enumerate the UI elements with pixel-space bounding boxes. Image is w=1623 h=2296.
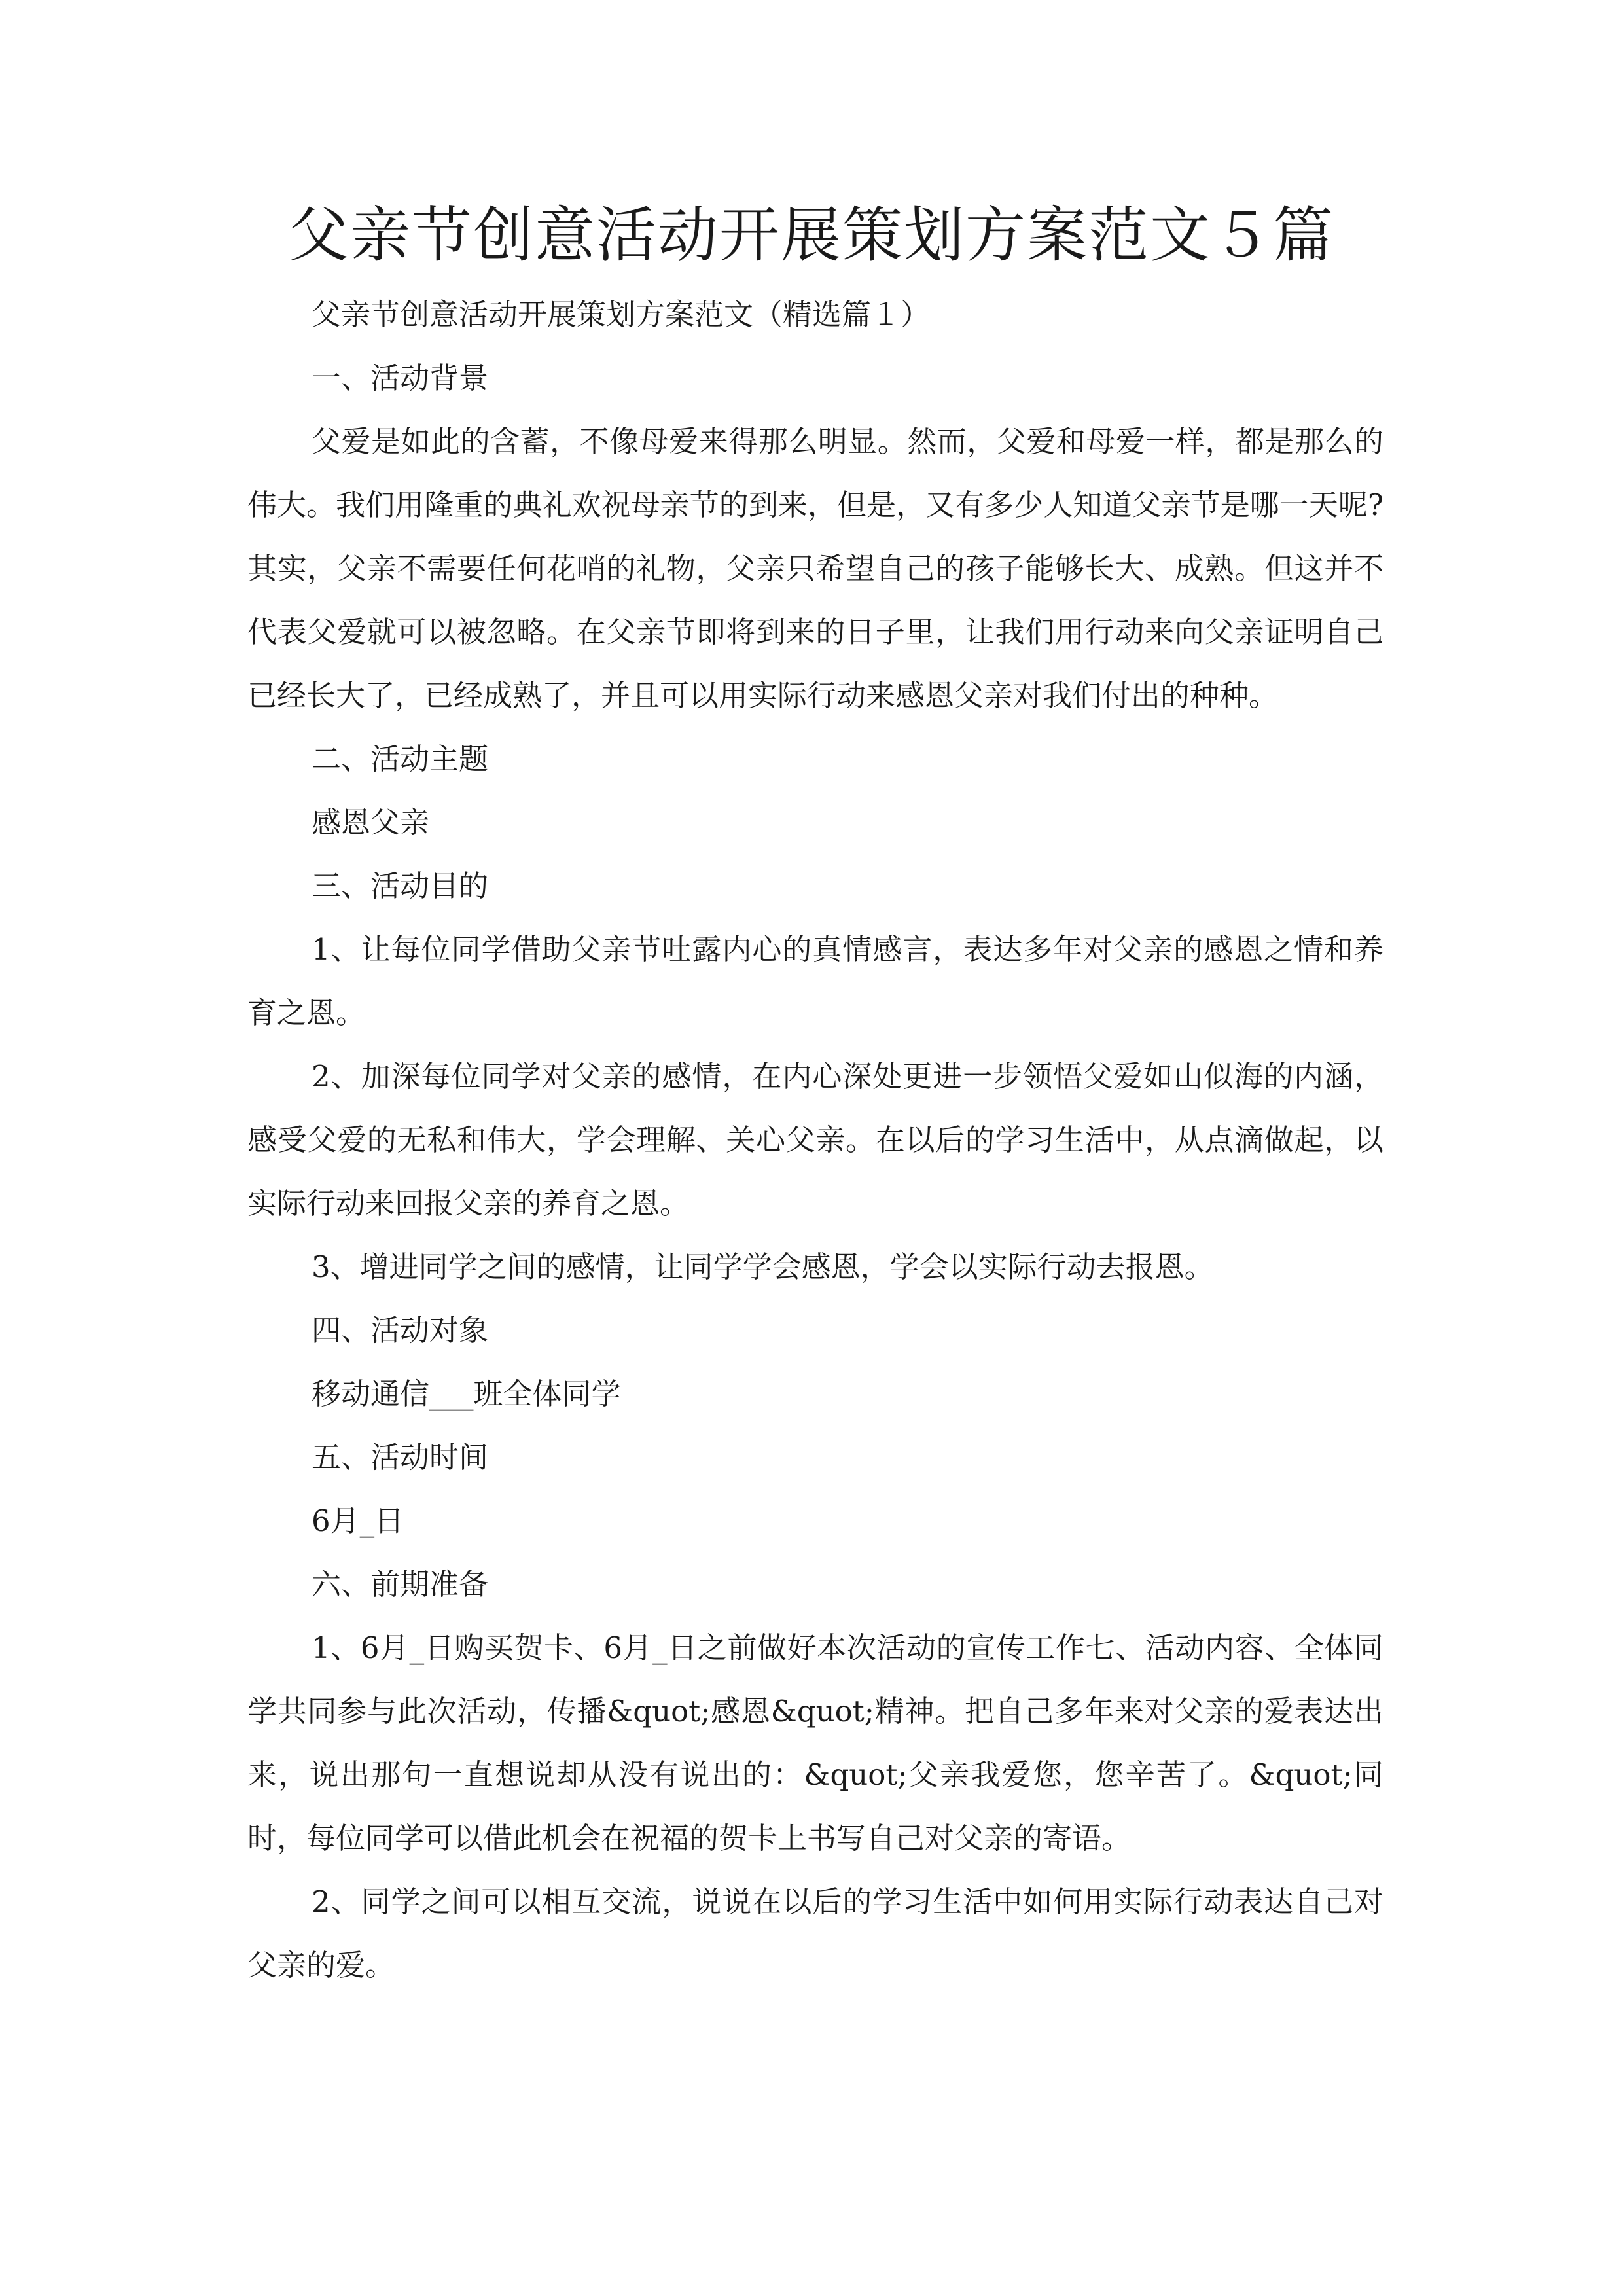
section-subtitle: 父亲节创意活动开展策划方案范文（精选篇１） — [312, 297, 931, 332]
paragraph-theme: 感恩父亲 — [312, 805, 430, 840]
heading-purpose: 三、活动目的 — [312, 869, 489, 903]
paragraph-preparation-2: 2、同学之间可以相互交流，说说在以后的学习生活中如何用实际行动表达自己对父亲的爱。 — [247, 1884, 1383, 1982]
document-title: 父亲节创意活动开展策划方案范文５篇 — [288, 200, 1334, 270]
paragraph-purpose-2: 2、加深每位同学对父亲的感情，在内心深处更进一步领悟父爱如山似海的内涵，感受父爱的无私和伟大，学会理解、关心父亲。在以后的学习生活中，从点滴做起，以实际行动来回报父亲的养育之恩。 — [247, 1059, 1383, 1221]
heading-audience: 四、活动对象 — [312, 1313, 489, 1348]
heading-time: 五、活动时间 — [312, 1440, 489, 1475]
paragraph-preparation-1: 1、6月_日购买贺卡、6月_日之前做好本次活动的宣传工作七、活动内容、全体同学共同参与此次活动，传播&quot;感恩&quot;精神。把自己多年来对父亲的爱表达出来，说出那句一直想说却从没有说出的：&quot;父亲我爱您，您辛苦了。&quot;同时，每位同学可以借此机会在祝福的贺卡上书写自己对父亲的寄语。 — [247, 1630, 1383, 1856]
heading-background: 一、活动背景 — [312, 361, 489, 395]
paragraph-purpose-3: 3、增进同学之间的感情，让同学学会感恩，学会以实际行动去报恩。 — [312, 1249, 1214, 1284]
heading-preparation: 六、前期准备 — [312, 1567, 489, 1602]
paragraph-purpose-1: 1、让每位同学借助父亲节吐露内心的真情感言，表达多年对父亲的感恩之情和养育之恩。 — [247, 932, 1383, 1030]
paragraph-audience: 移动通信___班全体同学 — [312, 1376, 621, 1411]
paragraph-background: 父爱是如此的含蓄，不像母爱来得那么明显。然而，父爱和母爱一样，都是那么的伟大。我们用隆重的典礼欢祝母亲节的到来，但是，又有多少人知道父亲节是哪一天呢?其实，父亲不需要任何花哨的礼物，父亲只希望自己的孩子能够长大、成熟。但这并不代表父爱就可以被忽略。在父亲节即将到来的日子里，让我们用行动来向父亲证明自己已经长大了，已经成熟了，并且可以用实际行动来感恩父亲对我们付出的种种。 — [247, 424, 1383, 713]
paragraph-time: 6月_日 — [312, 1503, 404, 1538]
document-body — [247, 283, 1383, 1997]
heading-theme: 二、活动主题 — [312, 742, 489, 776]
